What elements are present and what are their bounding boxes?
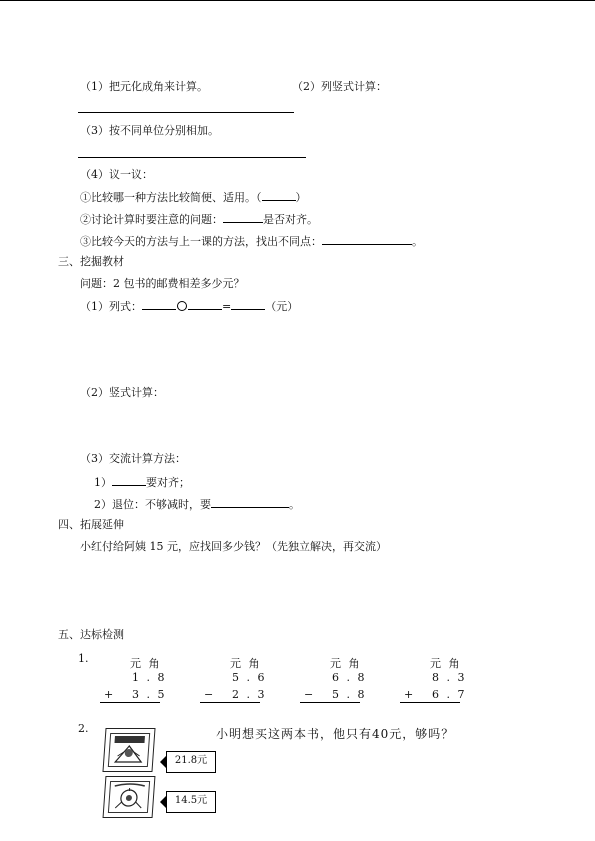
s4-question: 小红付给阿姨 15 元，应找回多少钱？（先独立解决，再交流） [80, 540, 387, 553]
s1-p1 [80, 189, 307, 205]
s1-q3: （3）按不同单位分别相加。 [80, 124, 219, 137]
problem-sum-line[interactable] [400, 702, 460, 703]
book-1-image [102, 728, 155, 772]
answer-line-1[interactable] [78, 112, 294, 113]
book-2-illustration [109, 782, 149, 812]
page-top-border [0, 0, 595, 1]
problem-top-number: 8 . 3 [432, 671, 467, 684]
problem-top-number: 1 . 8 [132, 671, 167, 684]
s1-q2: （2）列竖式计算： [292, 80, 387, 93]
s3-m1-num: 1） [94, 476, 112, 489]
operator-circle[interactable] [177, 301, 187, 311]
s1-p1-text: ①比较哪一种方法比较简便、适用。（ [80, 191, 262, 204]
s3-q1-eq: = [222, 300, 232, 313]
book-1-cover [108, 733, 150, 767]
s3-heading: 三、挖掘教材 [58, 255, 124, 268]
s4-heading: 四、拓展延伸 [58, 518, 124, 531]
s5-heading: 五、达标检测 [58, 628, 124, 641]
blank-p1[interactable] [262, 189, 296, 201]
s3-q1-unit: （元） [265, 300, 299, 313]
blank-q1-a[interactable] [142, 298, 176, 310]
problem-top-number: 5 . 6 [232, 671, 267, 684]
problem-bottom-number: 2 . 3 [232, 688, 267, 701]
s3-m2 [94, 496, 300, 512]
s3-q2: （2）竖式计算： [80, 386, 164, 399]
s3-q1-label: （1）列式： [80, 300, 142, 313]
s3-m1 [94, 474, 190, 490]
problem-bottom-number: 5 . 8 [332, 688, 367, 701]
s3-m2-text: 2）退位：不够减时，要 [94, 498, 211, 511]
price-tag-2: 14.5元 [166, 791, 216, 813]
problem-sum-line[interactable] [100, 702, 160, 703]
s5-num-2: 2. [78, 722, 89, 735]
blank-p2[interactable] [223, 211, 263, 223]
answer-line-2[interactable] [78, 157, 306, 158]
s3-m2-tail: 。 [289, 498, 300, 511]
book-1-illustration [109, 734, 149, 766]
blank-p3[interactable] [322, 233, 412, 245]
blank-q1-b[interactable] [188, 298, 222, 310]
price-tag-1: 21.8元 [166, 751, 216, 773]
s1-p2 [80, 211, 318, 227]
s1-p2-text: ②讨论计算时要注意的问题： [80, 213, 223, 226]
problem-header: 元 角 [430, 657, 462, 670]
problem-header: 元 角 [330, 657, 362, 670]
problem-operator: + [404, 688, 414, 701]
problem-operator: + [104, 688, 114, 701]
s1-q4: （4）议一议： [80, 168, 153, 181]
blank-m1[interactable] [112, 474, 146, 486]
problem-sum-line[interactable] [300, 702, 360, 703]
s3-q1 [80, 298, 298, 314]
s1-p3-text: ③比较今天的方法与上一课的方法，找出不同点： [80, 235, 322, 248]
problem-bottom-number: 6 . 7 [432, 688, 467, 701]
problem-top-number: 6 . 8 [332, 671, 367, 684]
s1-p3-tail: 。 [412, 235, 423, 248]
problem-sum-line[interactable] [200, 702, 260, 703]
s1-p2-tail: 是否对齐。 [263, 213, 318, 226]
s3-q3: （3）交流计算方法： [80, 452, 186, 465]
problem-header: 元 角 [230, 657, 262, 670]
s1-p3 [80, 233, 423, 249]
blank-m2[interactable] [211, 496, 289, 508]
s1-p1-close: ） [295, 191, 307, 204]
s3-m1-tail: 要对齐； [146, 476, 190, 489]
s5-num-1: 1. [78, 652, 89, 665]
book-2-cover [108, 781, 150, 813]
blank-q1-c[interactable] [231, 298, 265, 310]
book-2-image [103, 776, 156, 818]
problem-bottom-number: 3 . 5 [132, 688, 167, 701]
problem-operator: − [304, 688, 314, 701]
s1-q1: （1）把元化成角来计算。 [80, 80, 208, 93]
s5-prompt: 小明想买这两本书，他只有40元，够吗？ [216, 727, 455, 741]
problem-operator: − [204, 688, 214, 701]
s3-question: 问题：2 包书的邮费相差多少元？ [80, 277, 245, 290]
problem-header: 元 角 [130, 657, 162, 670]
